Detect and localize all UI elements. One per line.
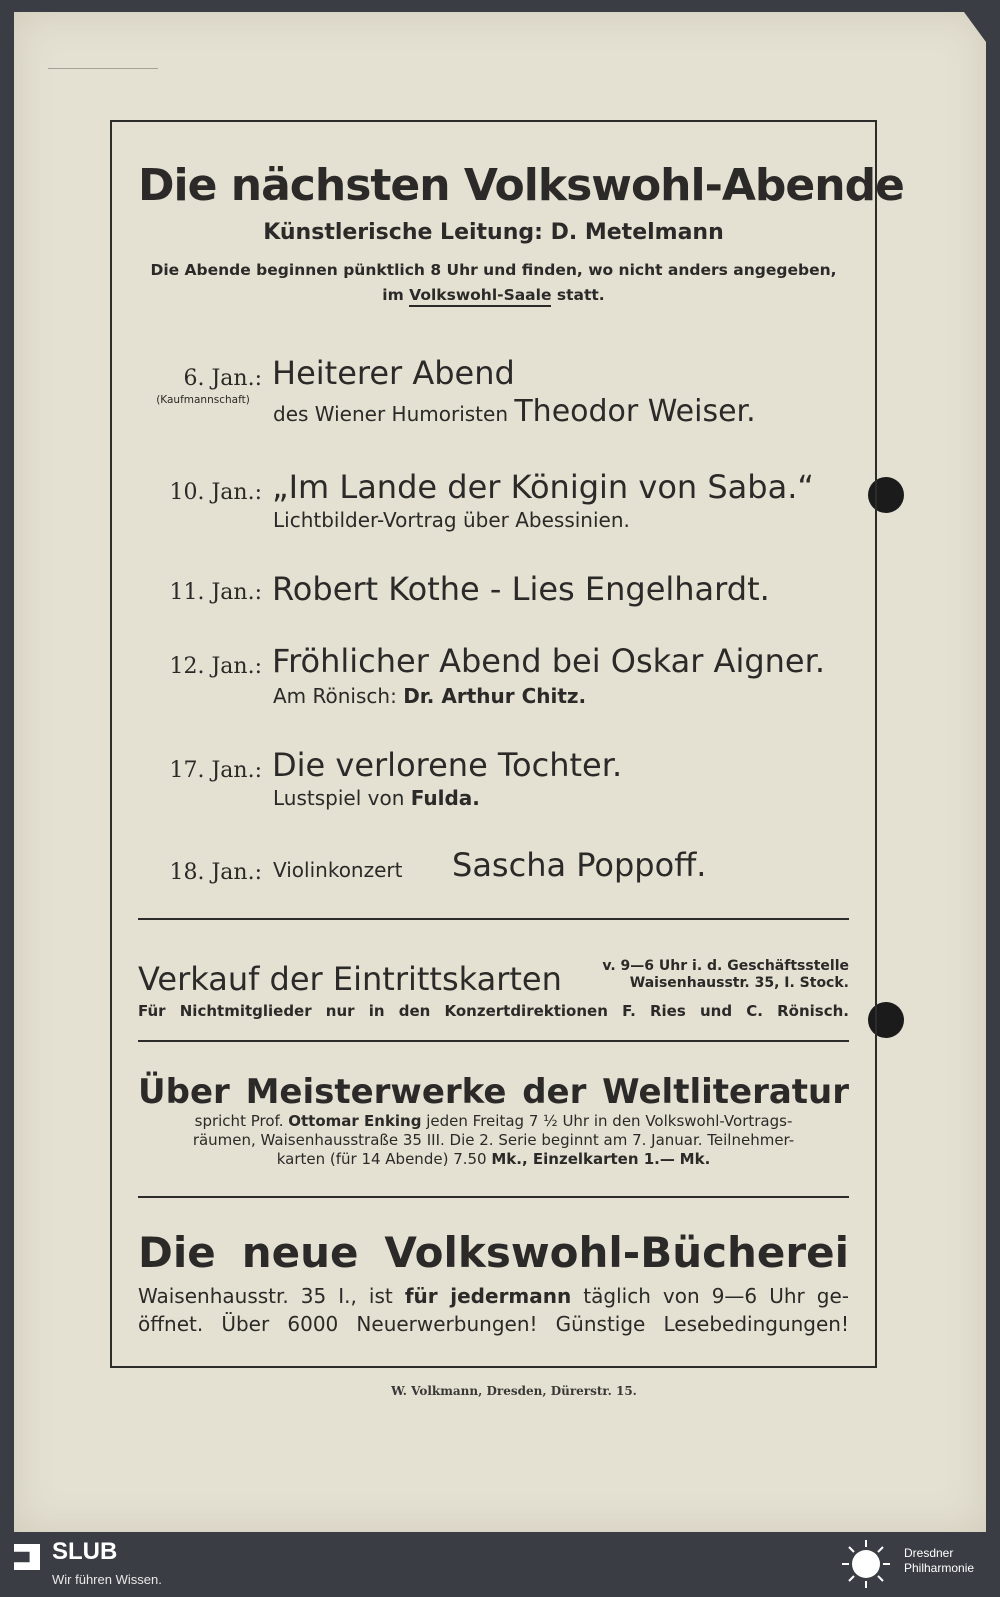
library-text: täglich von 9—6 Uhr ge-: [583, 1284, 849, 1308]
tickets-nonmembers: Für Nichtmitglieder nur in den Konzertdirektionen F. Ries und C. Rönisch.: [138, 1002, 849, 1020]
partner-line-1: Dresdner: [904, 1546, 954, 1560]
event-author: Fulda.: [410, 786, 480, 810]
literature-price: Mk.: [679, 1150, 711, 1168]
printer-imprint: W. Volkmann, Dresden, Dürerstr. 15.: [391, 1384, 637, 1398]
notice-statt: statt.: [556, 286, 605, 304]
literature-text: jeden Freitag 7 ½ Uhr in den Volkswohl-Vortrags-: [426, 1112, 793, 1130]
start-time-notice: [132, 258, 855, 308]
event-subtitle-text: Am Rönisch:: [273, 684, 397, 708]
notice-venue: Volkswohl-Saale: [409, 286, 551, 307]
notice-line-1: Die Abende beginnen pünktlich 8 Uhr und finden, wo nicht anders angegeben,: [150, 261, 837, 279]
event-note: (Kaufmannschaft): [156, 394, 250, 406]
philharmonie-logo-icon: [840, 1538, 892, 1590]
literature-speaker: Ottomar Enking: [288, 1112, 422, 1130]
event-subtitle: [273, 684, 586, 708]
event-subtitle-text: Lustspiel von: [273, 786, 405, 810]
slub-claim: Wir führen Wissen.: [52, 1572, 162, 1587]
library-line-2: öffnet. Über 6000 Neuerwerbungen! Günstige Lesebedingungen!: [138, 1312, 849, 1336]
partner-name: [904, 1546, 974, 1576]
event-date: 12. Jan.:: [169, 654, 262, 679]
event-performer: Theodor Weiser.: [514, 394, 756, 429]
artistic-direction: Künstlerische Leitung: D. Metelmann: [263, 220, 724, 245]
library-text: Waisenhausstr. 35 I., ist: [138, 1284, 393, 1308]
event-date: 11. Jan.:: [169, 580, 262, 605]
event-performer: Dr. Arthur Chitz.: [403, 684, 587, 708]
literature-line-2: räumen, Waisenhausstraße 35 III. Die 2. Serie beginnt am 7. Januar. Teilnehmer-: [192, 1131, 795, 1149]
library-emphasis: für jedermann: [404, 1284, 572, 1308]
notice-line-2: [132, 283, 855, 308]
divider: [138, 1196, 849, 1198]
pencil-mark: [48, 68, 158, 69]
tickets-hours-line-1: v. 9—6 Uhr i. d. Geschäftsstelle: [602, 958, 849, 974]
poster-frame: [110, 120, 904, 1368]
divider: [138, 1040, 849, 1042]
literature-text: karten (für 14 Abende) 7.50: [276, 1150, 487, 1168]
literature-body: [138, 1112, 849, 1169]
event-subtitle-text: des Wiener Humoristen: [273, 402, 508, 426]
event-date: 10. Jan.:: [169, 480, 262, 505]
event-subtitle: [273, 786, 480, 810]
event-title: Heiterer Abend: [272, 354, 515, 392]
event-date: 6. Jan.:: [183, 366, 262, 391]
event-subtitle: Lichtbilder-Vortrag über Abessinien.: [273, 508, 630, 532]
library-heading: Die neue Volkswohl-Bücherei: [138, 1228, 849, 1277]
literature-price: Mk., Einzelkarten 1.—: [491, 1150, 675, 1168]
document-page: [14, 12, 986, 1532]
literature-heading: Über Meisterwerke der Weltliteratur: [138, 1072, 849, 1112]
literature-text: spricht Prof.: [194, 1112, 284, 1130]
footer-bar: [0, 1532, 1000, 1597]
tickets-hours-line-2: Waisenhausstr. 35, I. Stock.: [629, 975, 849, 991]
event-title: Die verlorene Tochter.: [272, 746, 623, 784]
partner-line-2: Philharmonie: [904, 1561, 975, 1575]
tickets-heading: Verkauf der Eintrittskarten: [138, 960, 562, 998]
library-body: [138, 1282, 849, 1338]
event-date: 18. Jan.:: [169, 860, 262, 885]
folded-corner: [964, 12, 986, 42]
event-title: Robert Kothe - Lies Engelhardt.: [272, 570, 770, 608]
literature-line-3: [138, 1150, 849, 1169]
divider: [138, 918, 849, 920]
literature-line-1: [138, 1112, 849, 1131]
poster-title: Die nächsten Volkswohl-Abende: [138, 160, 904, 211]
notice-im: im: [382, 286, 404, 304]
event-title: „Im Lande der Königin von Saba.“: [272, 468, 814, 506]
event-title: Fröhlicher Abend bei Oskar Aigner.: [272, 642, 825, 680]
event-title: Sascha Poppoff.: [452, 846, 707, 884]
tickets-hours: [602, 958, 849, 992]
event-date: 17. Jan.:: [169, 758, 262, 783]
library-line-1: [138, 1282, 849, 1310]
event-subtitle: [273, 394, 756, 429]
event-prefix: Violinkonzert: [273, 858, 403, 882]
slub-logo-icon: [14, 1544, 40, 1570]
slub-name: SLUB: [52, 1538, 118, 1565]
